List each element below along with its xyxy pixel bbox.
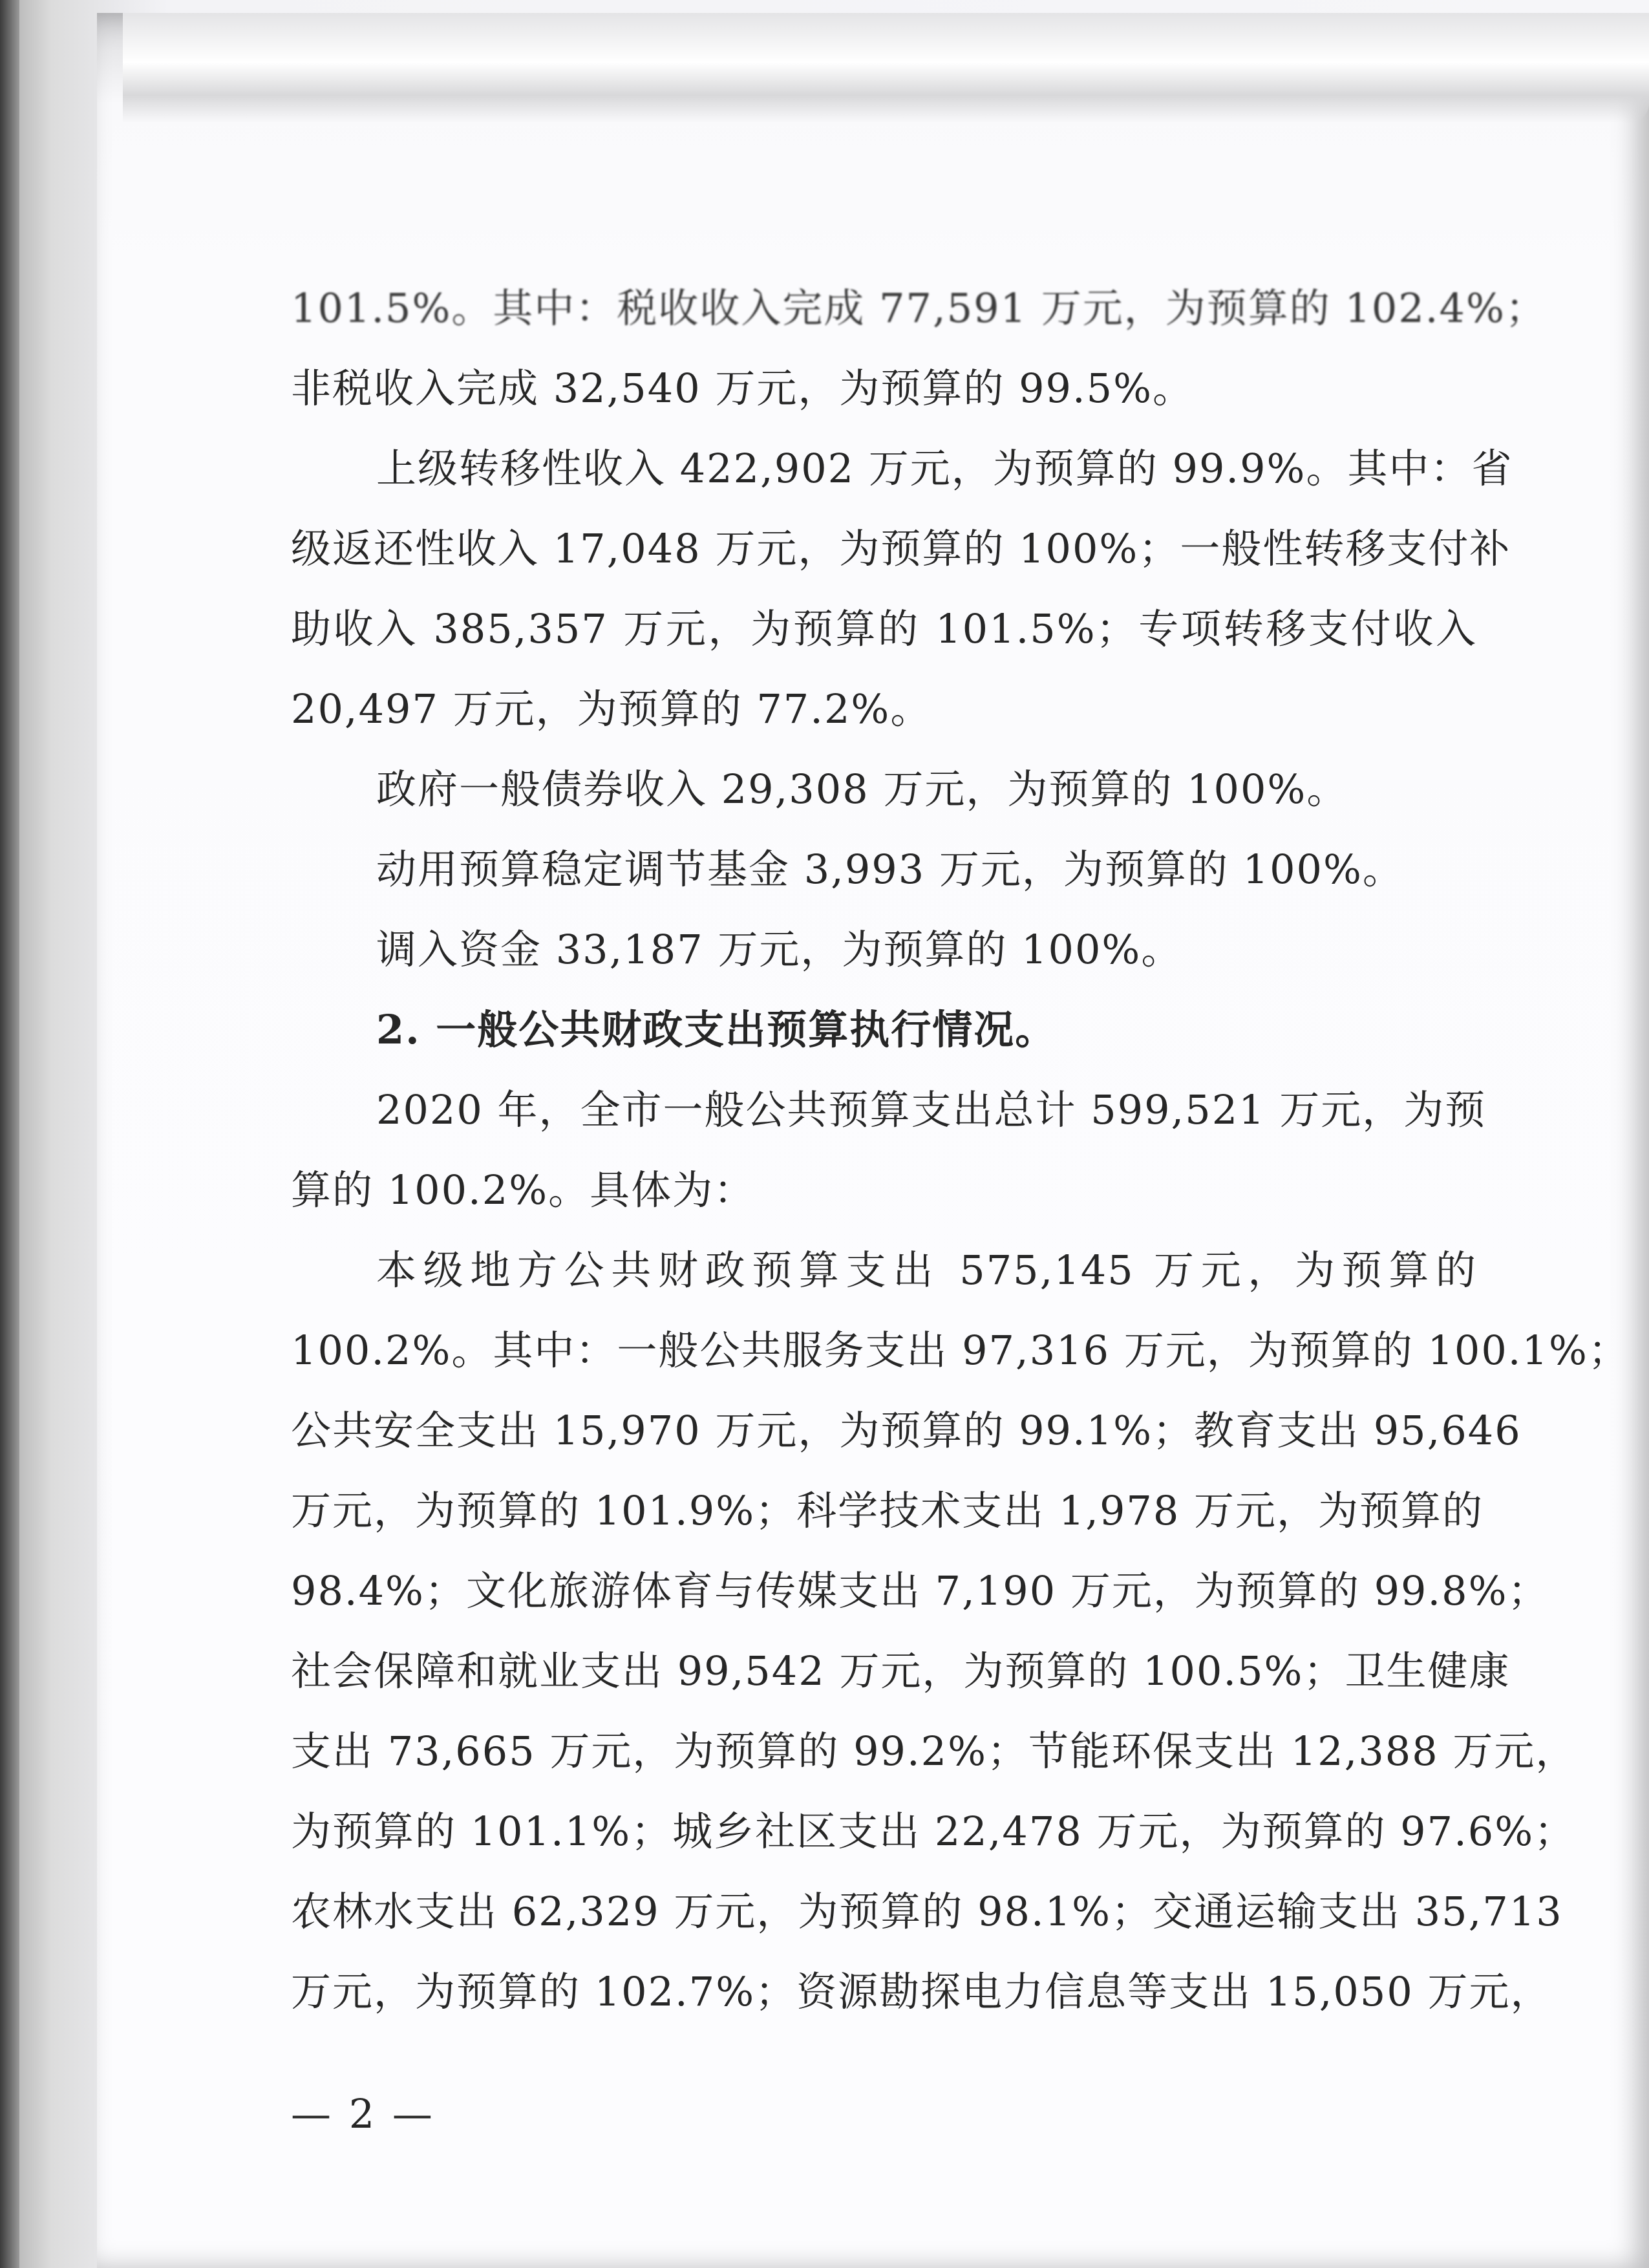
text-line: 万元，为预算的 102.7%；资源勘探电力信息等支出 15,050 万元， — [291, 1968, 1552, 2015]
text-line: 为预算的 101.1%；城乡社区支出 22,478 万元，为预算的 97.6%； — [291, 1808, 1576, 1855]
text-line: 本级地方公共财政预算支出 575,145 万元，为预算的 — [376, 1246, 1477, 1294]
text-line: 101.5%。其中：税收收入完成 77,591 万元，为预算的 102.4%； — [291, 284, 1547, 332]
text-line: 政府一般债券收入 29,308 万元，为预算的 100%。 — [376, 765, 1348, 813]
text-line: 调入资金 33,187 万元，为预算的 100%。 — [376, 926, 1183, 973]
text-line: 上级转移性收入 422,902 万元，为预算的 99.9%。其中：省 — [376, 445, 1513, 492]
text-line: 98.4%；文化旅游体育与传媒支出 7,190 万元，为预算的 99.8%； — [291, 1567, 1549, 1614]
page-curl — [123, 13, 1649, 123]
page-number: — 2 — — [291, 2090, 435, 2137]
section-heading: 2. 一般公共财政支出预算执行情况。 — [376, 1006, 1057, 1053]
text-line: 20,497 万元，为预算的 77.2%。 — [291, 685, 932, 733]
text-line: 助收入 385,357 万元，为预算的 101.5%；专项转移支付收入 — [291, 605, 1477, 652]
text-line: 非税收入完成 32,540 万元，为预算的 99.5%。 — [291, 365, 1195, 412]
text-line: 公共安全支出 15,970 万元，为预算的 99.1%；教育支出 95,646 — [291, 1407, 1522, 1454]
scanner-edge — [0, 0, 19, 2268]
text-line: 农林水支出 62,329 万元，为预算的 98.1%；交通运输支出 35,713 — [291, 1888, 1563, 1935]
body-text — [291, 268, 1630, 2032]
text-line: 2020 年，全市一般公共预算支出总计 599,521 万元，为预 — [376, 1086, 1487, 1133]
text-line: 动用预算稳定调节基金 3,993 万元，为预算的 100%。 — [376, 846, 1404, 893]
text-line: 100.2%。其中：一般公共服务支出 97,316 万元，为预算的 100.1%； — [291, 1327, 1630, 1374]
text-line: 万元，为预算的 101.9%；科学技术支出 1,978 万元，为预算的 — [291, 1487, 1484, 1534]
text-line: 级返还性收入 17,048 万元，为预算的 100%；一般性转移支付补 — [291, 525, 1511, 572]
text-line: 支出 73,665 万元，为预算的 99.2%；节能环保支出 12,388 万元， — [291, 1728, 1577, 1775]
text-line: 社会保障和就业支出 99,542 万元，为预算的 100.5%；卫生健康 — [291, 1647, 1511, 1695]
text-line: 算的 100.2%。具体为： — [291, 1166, 756, 1214]
